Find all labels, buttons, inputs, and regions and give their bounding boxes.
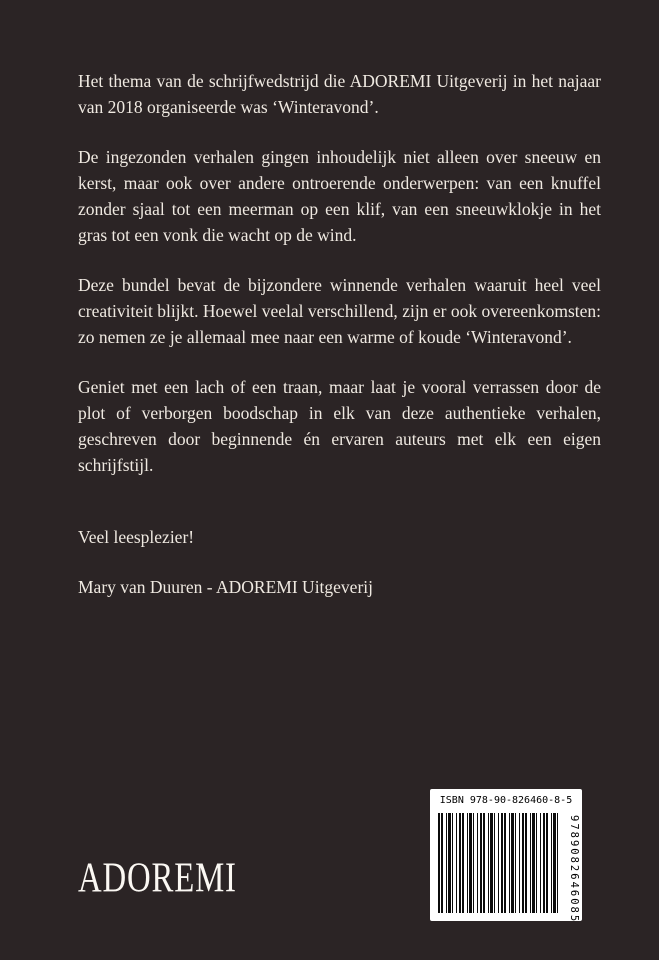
closing-line: Veel leesplezier! (78, 527, 195, 547)
signature-line: Mary van Duuren - ADOREMI Uitgeverij (78, 577, 374, 597)
barcode-bars-icon (438, 813, 558, 913)
isbn-label: ISBN 978-90-826460-8-5 (439, 795, 573, 806)
blurb-paragraph-4: Geniet met een lach of een traan, maar laat je vooral verrassen door de plot of verborgen boodschap in elk van deze authentieke verhalen, geschreven door beginnende én ervaren auteurs met elk een eigen schrijfstijl. (78, 377, 601, 475)
blurb-paragraph-2: De ingezonden verhalen gingen inhoudelijk niet alleen over sneeuw en kerst, maar ook over andere ontroerende onderwerpen: van een knuffel zonder sjaal tot een meerman op een klif, van een sneeuwklokje in het gras tot een vonk die wacht op de wind. (78, 147, 601, 245)
blurb-paragraph-1: Het thema van de schrijfwedstrijd die ADOREMI Uitgeverij in het najaar van 2018 organiseerde was ‘Winteravond’. (78, 71, 601, 117)
blurb-paragraph-3: Deze bundel bevat de bijzondere winnende verhalen waaruit heel veel creativiteit blijkt. Hoewel veelal verschillend, zijn er ook overeenkomsten: zo nemen ze je allemaal mee naar een warme of koude ‘Winteravond’. (78, 275, 601, 347)
isbn-barcode-panel (430, 789, 582, 924)
blurb-text (78, 68, 601, 600)
isbn-number: 9789082646085 (568, 815, 580, 924)
publisher-logo: ADOREMI (78, 853, 237, 901)
